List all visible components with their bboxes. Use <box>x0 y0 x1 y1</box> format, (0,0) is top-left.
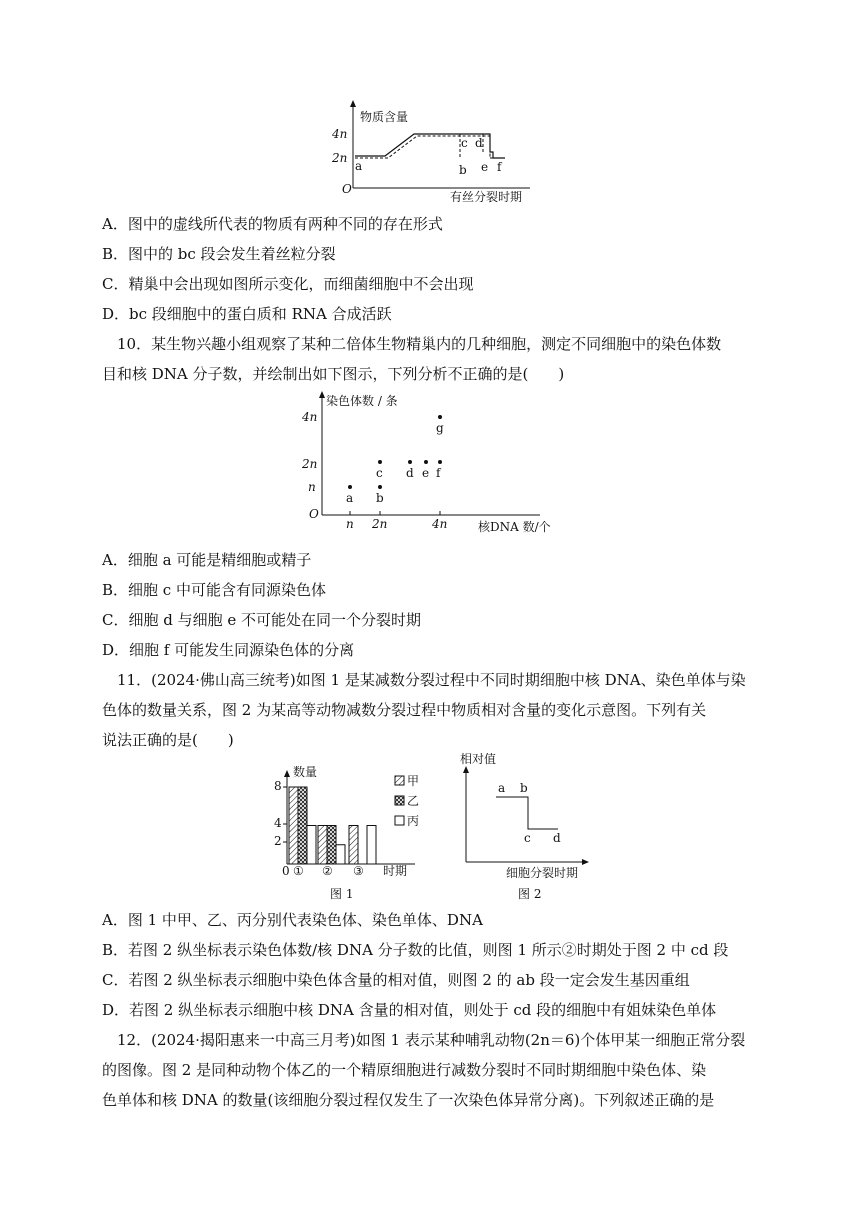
bar-甲-3 <box>349 826 358 865</box>
scatter-point-label-c: c <box>376 466 383 480</box>
q9-option-a: A．图中的虚线所代表的物质有两种不同的存在形式 <box>102 215 443 233</box>
bar-tick-4: 4 <box>274 816 282 830</box>
step-label-c: c <box>524 831 531 845</box>
q12-stem-line3: 色单体和核 DNA 的数量(该细胞分裂过程仅发生了一次染色体异常分离)。下列叙述正确的是 <box>102 1091 715 1109</box>
scatter-point-d <box>408 460 412 464</box>
point-label-b: b <box>459 163 467 177</box>
tick-4n: 4n <box>332 127 348 141</box>
scatter-tick-4n: 4n <box>302 410 318 424</box>
mitosis-content-chart <box>330 100 540 205</box>
q9-option-b: B．图中的 bc 段会发生着丝粒分裂 <box>102 245 336 263</box>
point-label-c: c <box>461 136 468 150</box>
q11-option-b: B．若图 2 纵坐标表示染色体数/核 DNA 分子数的比值，则图 1 所示②时期处于图 2 中 cd 段 <box>102 941 729 959</box>
point-label-f: f <box>497 160 502 174</box>
scatter-point-f <box>438 460 442 464</box>
scatter-point-label-g: g <box>436 421 444 435</box>
bar-tick-2: 2 <box>274 834 282 848</box>
q11-stem-line3: 说法正确的是( ) <box>102 731 234 749</box>
bar-丙-1 <box>307 826 316 865</box>
legend-yi: 乙 <box>407 794 420 808</box>
dashed-series-line <box>355 136 490 158</box>
scatter-y-label: 染色体数 / 条 <box>326 394 398 408</box>
scatter-point-g <box>438 415 442 419</box>
scatter-point-b <box>378 485 382 489</box>
scatter-point-label-f: f <box>436 466 441 480</box>
q12-stem-line2: 的图像。图 2 是同种动物个体乙的一个精原细胞进行减数分裂时不同时期细胞中染色体、染 <box>102 1061 707 1079</box>
tick-2n: 2n <box>332 151 348 165</box>
step-label-a: a <box>498 781 506 795</box>
q9-option-d: D．bc 段细胞中的蛋白质和 RNA 合成活跃 <box>102 305 392 323</box>
legend-jia: 甲 <box>407 774 420 788</box>
bar-cat-1: ① <box>293 864 304 878</box>
bar-甲-2 <box>318 826 327 865</box>
x-axis-label: 有丝分裂时期 <box>450 190 523 204</box>
scatter-xtick-2n: 2n <box>372 517 388 531</box>
scatter-tick-2n: 2n <box>302 457 318 471</box>
legend-bing: 丙 <box>407 814 420 828</box>
step-line <box>496 797 558 829</box>
q11-stem-line2: 色体的数量关系，图 2 为某高等动物减数分裂过程中物质相对含量的变化示意图。下列有关 <box>102 701 707 719</box>
q10-stem-line2: 目和核 DNA 分子数，并绘制出如下图示，下列分析不正确的是( ) <box>102 365 565 383</box>
scatter-tick-n: n <box>308 480 316 494</box>
bar-丙-2 <box>336 845 345 864</box>
q11-option-c: C．若图 2 纵坐标表示细胞中染色体含量的相对值，则图 2 的 ab 段一定会发生基因重组 <box>102 971 690 989</box>
bar-甲-1 <box>289 787 298 864</box>
q11-option-d: D．若图 2 纵坐标表示细胞中核 DNA 含量的相对值，则处于 cd 段的细胞中有姐妹染色单体 <box>102 1001 717 1019</box>
scatter-point-label-a: a <box>346 491 354 505</box>
bar-乙-2 <box>327 826 336 865</box>
bar-tick-0: 0 <box>282 864 290 878</box>
bar-丙-3 <box>367 826 376 865</box>
figure1-bar-chart <box>265 760 445 905</box>
bar-cat-2: ② <box>322 864 333 878</box>
scatter-point-e <box>424 460 428 464</box>
scatter-point-a <box>348 485 352 489</box>
point-label-d: d <box>475 136 483 150</box>
step-label-b: b <box>520 781 528 795</box>
point-label-a: a <box>355 159 363 173</box>
origin-label: O <box>342 182 352 196</box>
q10-option-a: A．细胞 a 可能是精细胞或精子 <box>102 551 312 569</box>
figure2-step-chart <box>458 752 608 907</box>
scatter-point-label-b: b <box>376 491 384 505</box>
figure1-caption: 图 1 <box>330 887 354 901</box>
scatter-x-label: 核DNA 数/个 <box>478 520 551 534</box>
q9-option-c: C．精巢中会出现如图所示变化，而细菌细胞中不会出现 <box>102 275 474 293</box>
point-label-e: e <box>481 160 489 174</box>
bar-x-label: 时期 <box>383 864 408 878</box>
q10-option-b: B．细胞 c 中可能含有同源染色体 <box>102 581 326 599</box>
q12-stem-line1: 12．(2024·揭阳惠来一中高三月考)如图 1 表示某种哺乳动物(2n＝6)个体甲某一细胞正常分裂 <box>117 1031 746 1049</box>
scatter-point-c <box>378 460 382 464</box>
step-y-label: 相对值 <box>460 752 497 766</box>
q10-option-d: D．细胞 f 可能发生同源染色体的分离 <box>102 641 355 659</box>
bar-cat-3: ③ <box>353 864 364 878</box>
bar-tick-8: 8 <box>274 779 282 793</box>
step-x-label: 细胞分裂时期 <box>506 866 579 880</box>
y-axis-label: 物质含量 <box>360 110 409 124</box>
step-label-d: d <box>553 831 561 845</box>
scatter-point-label-e: e <box>422 466 430 480</box>
q11-stem-line1: 11．(2024·佛山高三统考)如图 1 是某减数分裂过程中不同时期细胞中核 DNA、染色单体与染 <box>117 671 746 689</box>
bar-乙-1 <box>298 787 307 864</box>
q11-option-a: A．图 1 中甲、乙、丙分别代表染色体、染色单体、DNA <box>102 911 483 929</box>
q10-option-c: C．细胞 d 与细胞 e 不可能处在同一个分裂时期 <box>102 611 422 629</box>
scatter-xtick-n: n <box>346 517 354 531</box>
figure2-caption: 图 2 <box>518 887 542 901</box>
bar-y-label: 数量 <box>293 765 318 779</box>
scatter-point-label-d: d <box>406 466 414 480</box>
chromosome-dna-scatter <box>300 390 600 540</box>
scatter-xtick-4n: 4n <box>432 517 448 531</box>
scatter-origin: O <box>309 507 319 521</box>
q10-stem-line1: 10．某生物兴趣小组观察了某种二倍体生物精巢内的几种细胞，测定不同细胞中的染色体数 <box>117 335 722 353</box>
